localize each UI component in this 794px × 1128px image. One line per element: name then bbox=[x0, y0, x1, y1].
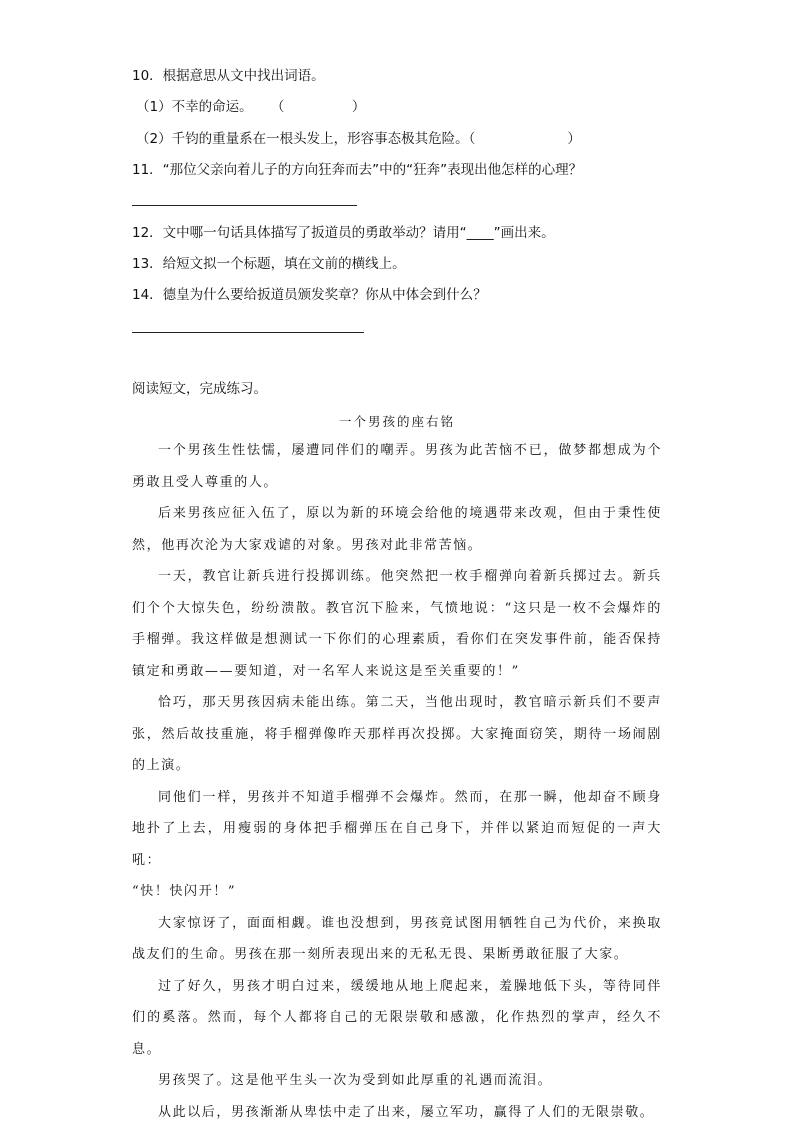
question-10-item-1 bbox=[136, 97, 365, 117]
question-10: 10．根据意思从文中找出词语。 bbox=[132, 66, 325, 86]
question-13: 13．给短文拟一个标题，填在文前的横线上。 bbox=[132, 254, 406, 274]
story-paragraph: 男孩哭了。这是他平生头一次为受到如此厚重的礼遇而流泪。 bbox=[132, 1065, 662, 1097]
reading-instruction: 阅读短文，完成练习。 bbox=[132, 379, 267, 399]
question-14: 14．德皇为什么要给扳道员颁发奖章？你从中体会到什么？ bbox=[132, 285, 487, 305]
story-paragraph: 恰巧，那天男孩因病未能出练。第二天，当他出现时，教官暗示新兵们不要声张，然后故技重施，将手榴弹像昨天那样再次投掷。大家掩面窃笑，期待一场闹剧的上演。 bbox=[132, 687, 662, 782]
story-paragraph: 一个男孩生性怯懦，屡遭同伴们的嘲弄。男孩为此苦恼不已，做梦都想成为个勇敢且受人尊重的人。 bbox=[132, 435, 662, 498]
answer-line-14[interactable] bbox=[132, 332, 364, 333]
story-paragraph: 大家惊讶了，面面相觑。谁也没想到，男孩竟试图用牺牲自己为代价，来换取战友们的生命。男孩在那一刻所表现出来的无私无畏、果断勇敢征服了大家。 bbox=[132, 908, 662, 971]
answer-line-11[interactable] bbox=[132, 205, 357, 206]
story-paragraph: 后来男孩应征入伍了，原以为新的环境会给他的境遇带来改观，但由于秉性使然，他再次沦为大家戏谑的对象。男孩对此非常苦恼。 bbox=[132, 498, 662, 561]
story-paragraph: 一天，教官让新兵进行投掷训练。他突然把一枚手榴弹向着新兵掷过去。新兵们个个大惊失色，纷纷溃散。教官沉下脸来，气愤地说：“这只是一枚不会爆炸的手榴弹。我这样做是想测试一下你们的心理素质，看你们在突发事件前，能否保持镇定和勇敢——要知道，对一名军人来说这是至关重要的！” bbox=[132, 561, 662, 687]
question-10-item-1-text: （1）不幸的命运。 bbox=[136, 99, 253, 115]
story-paragraph: “快！快闪开！” bbox=[132, 876, 662, 908]
story-paragraph: 从此以后，男孩渐渐从卑怯中走了出来，屡立军功，赢得了人们的无限崇敬。 bbox=[132, 1097, 662, 1128]
question-11: 11．“那位父亲向着儿子的方向狂奔而去”中的“狂奔”表现出他怎样的心理？ bbox=[132, 160, 582, 180]
question-10-item-2-text: （2）千钧的重量系在一根头发上，形容事态极其危险。（ bbox=[136, 131, 475, 147]
story-paragraph: 过了好久，男孩才明白过来，缓缓地从地上爬起来，羞臊地低下头，等待同伴们的奚落。然而，每个人都将自己的无限崇敬和感激，化作热烈的掌声，经久不息。 bbox=[132, 971, 662, 1066]
question-12: 12．文中哪一句话具体描写了扳道员的勇敢举动？请用“____”画出来。 bbox=[132, 223, 555, 243]
question-10-item-2-close: ） bbox=[567, 131, 581, 147]
story-title: 一个男孩的座右铭 bbox=[0, 412, 794, 430]
story-body bbox=[132, 435, 662, 1128]
question-10-item-2 bbox=[136, 129, 581, 149]
story-paragraph: 同他们一样，男孩并不知道手榴弹不会爆炸。然而，在那一瞬，他却奋不顾身地扑了上去，用瘦弱的身体把手榴弹压在自己身下，并伴以紧迫而短促的一声大吼： bbox=[132, 782, 662, 877]
answer-blank-10-1[interactable]: （ ） bbox=[271, 97, 366, 117]
